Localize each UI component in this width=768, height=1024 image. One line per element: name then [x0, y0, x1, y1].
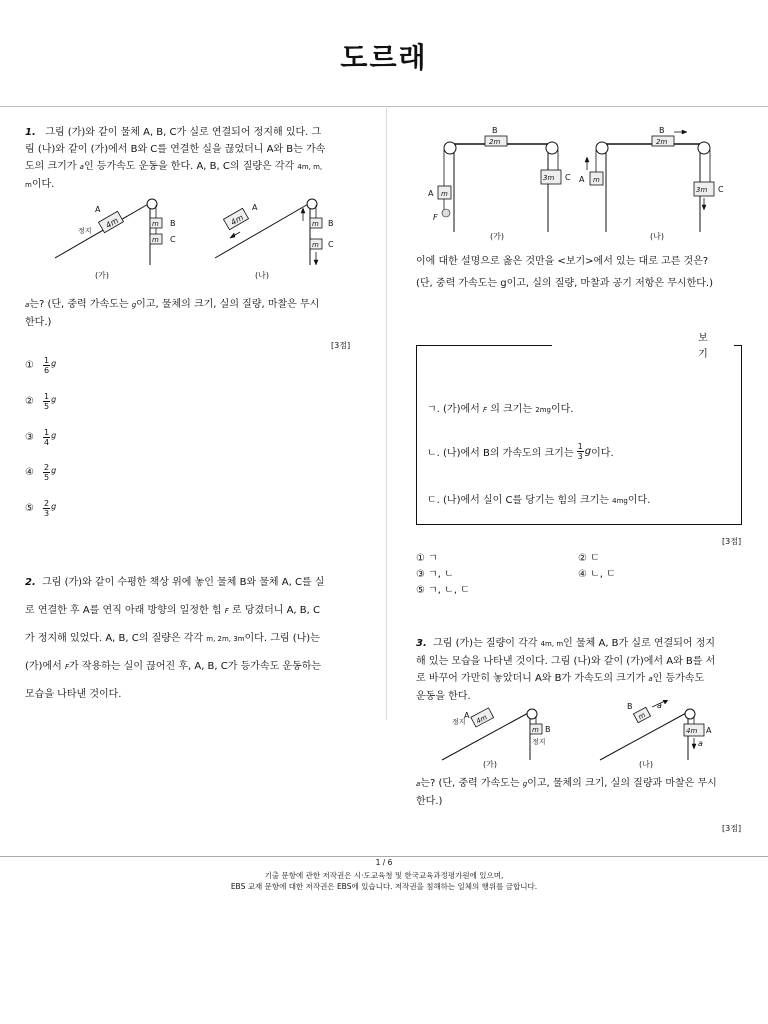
q3-na-label-A: A — [706, 726, 712, 735]
q2-fig-na-label: (나) — [650, 232, 664, 241]
q1-line2: 림 (나)와 같이 (가)에서 B와 C를 연결한 실을 끊었더니 A와 B는 가속 — [25, 144, 326, 155]
q2-ask2: (단, 중력 가속도는 g이고, 실의 질량, 마찰과 공기 저항은 무시한다.) — [416, 278, 713, 289]
q1-choice-5-frac — [43, 499, 50, 518]
q3-line1b: 인 물체 A, B가 실로 연결되어 정지 — [563, 638, 716, 649]
q3-line3a: 로 바꾸어 가만히 놓았더니 A와 B가 가속도의 크기가 — [416, 673, 646, 684]
q2-na-label-A: A — [579, 175, 585, 184]
q1-ask — [25, 296, 355, 331]
q2-stmt2-den: 3 — [577, 452, 583, 461]
q2-stmt2-frac — [577, 442, 584, 461]
q1-choice-1[interactable] — [25, 356, 56, 375]
q3-ask2: 이고, 물체의 크기, 실의 질량과 마찰은 무시 — [527, 778, 717, 789]
q1-choice-3-num: 1 — [44, 428, 50, 437]
q3-na-label-B: B — [627, 702, 633, 711]
q1-choice-1-mark: ① — [25, 360, 34, 371]
q2-line5: 모습을 나타낸 것이다. — [25, 689, 122, 700]
q1-ga-label-A: A — [95, 205, 101, 214]
q3-fig-ga-label: (가) — [483, 760, 497, 769]
q2-line4b: 가 작용하는 실이 끊어진 후, A, B, C가 등가속도 운동하는 — [69, 661, 322, 672]
column-divider — [386, 106, 387, 720]
q2-answer-5[interactable]: ⑤ ㄱ, ㄴ, ㄷ — [416, 585, 470, 596]
q2-line2F: F — [224, 607, 229, 615]
q1-ask2: 이고, 물체의 크기, 실의 질량, 마찰은 무시 — [136, 299, 320, 310]
q1-choice-5-unit: g — [51, 502, 57, 511]
q1-ga-mass-C: m — [152, 236, 159, 244]
q2-stmt1-pre: ㄱ. (가)에서 — [427, 404, 480, 415]
q2-ga-label-C: C — [565, 173, 571, 182]
footer-divider — [0, 856, 768, 857]
q1-ask-var: a — [25, 301, 30, 309]
q2-stmt2-num: 1 — [577, 442, 583, 451]
q2-points: [3점] — [722, 537, 742, 546]
q1-choice-1-num: 1 — [44, 356, 50, 365]
q2-stmt1-post: 의 크기는 — [490, 404, 533, 415]
q1-line4: 이다. — [31, 179, 55, 190]
q1-choice-4-mark: ④ — [25, 467, 34, 478]
q3-ask1: 는? (단, 중력 가속도는 — [420, 778, 520, 789]
q2-na-mass-A: m — [593, 176, 600, 184]
q1-choice-3[interactable] — [25, 428, 56, 447]
q2-ga-mass-C: 3m — [543, 174, 555, 182]
q2-figure — [420, 122, 730, 244]
q2-bogi-title: 보기 — [698, 333, 708, 360]
footer-copyright-1: 기출 문항에 관한 저작권은 시·도교육청 및 한국교육과정평가원에 있으며, — [264, 871, 504, 880]
q1-choice-2[interactable] — [25, 392, 56, 411]
q1-var-a: a — [79, 163, 84, 171]
q1-choice-1-frac — [43, 356, 50, 375]
q1-choice-4-frac — [43, 463, 50, 482]
q2-stmt1-var: F — [483, 406, 488, 414]
q1-choice-5-mark: ⑤ — [25, 503, 34, 514]
q1-na-label-C: C — [328, 240, 334, 249]
q2-line2a: 로 연결한 후 A를 연직 아래 방향의 일정한 힘 — [25, 605, 222, 616]
q3-ga-still-A: 정지 — [452, 718, 466, 726]
q3-text — [416, 635, 756, 705]
q1-fig-na-label: (나) — [255, 271, 269, 280]
q2-line3a: 가 정지해 있었다. A, B, C의 질량은 각각 — [25, 633, 204, 644]
q2-na-label-B: B — [659, 126, 665, 135]
q2-answer-1[interactable]: ① ㄱ — [416, 553, 438, 564]
q1-choice-2-den: 5 — [44, 402, 50, 411]
q2-fig-ga-label: (가) — [490, 232, 504, 241]
q3-ga-still-B: 정지 — [532, 738, 546, 746]
q1-na-label-A: A — [252, 203, 258, 212]
q3-ga-mass-A: 4m — [474, 713, 489, 726]
q1-text — [25, 124, 355, 194]
q3-na-accel-label: a — [657, 701, 662, 710]
q1-line3a: 도의 크기가 — [25, 161, 77, 172]
q2-stmt3-pre: ㄷ. (나)에서 실이 C를 당기는 힘의 크기는 — [427, 495, 609, 506]
q1-choice-4-num: 2 — [44, 463, 50, 472]
q2-stmt1-val: 2mg — [535, 406, 551, 414]
q2-answer-3[interactable]: ③ ㄱ, ㄴ — [416, 569, 454, 580]
q1-choice-2-mark: ② — [25, 396, 34, 407]
q1-na-mass-A: 4m — [229, 212, 245, 228]
q1-choice-5[interactable] — [25, 499, 56, 518]
q1-line3b: 인 등가속도 운동을 한다. A, B, C의 질량은 각각 — [83, 161, 295, 172]
q2-text — [25, 569, 355, 709]
q1-choice-3-frac — [43, 428, 50, 447]
q1-choice-2-unit: g — [51, 395, 57, 404]
q3-number: 3. — [416, 638, 427, 649]
q1-ga-label-still: 정지 — [78, 227, 92, 235]
q1-choice-4-unit: g — [51, 466, 57, 475]
q1-ask1: 는? (단, 중력 가속도는 — [29, 299, 129, 310]
q1-number: 1. — [25, 127, 36, 138]
q1-points: [3점] — [331, 341, 351, 350]
q1-choice-3-den: 4 — [44, 438, 50, 447]
q3-ask — [416, 775, 756, 810]
q2-number: 2. — [25, 577, 36, 588]
q1-choice-1-unit: g — [51, 359, 57, 368]
q2-stmt3-end: 이다. — [627, 495, 651, 506]
q2-ga-label-F: F — [433, 213, 438, 222]
q2-stmt3-val: 4mg — [612, 497, 628, 505]
q1-ga-label-C: C — [170, 235, 176, 244]
q3-ask-g: g — [522, 780, 528, 788]
q2-ga-mass-A: m — [441, 190, 448, 198]
q1-var-m: m — [25, 181, 32, 189]
q2-ask1: 이에 대한 설명으로 옳은 것만을 <보기>에서 있는 대로 고른 것은? — [416, 256, 709, 267]
q1-choice-5-den: 3 — [44, 509, 50, 518]
q1-ga-label-B: B — [170, 219, 176, 228]
q3-fig-na-label: (나) — [639, 760, 653, 769]
q1-masses: 4m, m, — [297, 163, 323, 171]
q3-ask-var: a — [416, 780, 421, 788]
q2-ask — [416, 251, 756, 295]
q1-ask3: 한다.) — [25, 317, 52, 328]
q1-ga-mass-B: m — [152, 220, 159, 228]
q3-ga-label-A: A — [464, 711, 470, 720]
q1-figure — [55, 190, 355, 285]
q2-stmt2-pre: ㄴ. (나)에서 B의 가속도의 크기는 — [427, 448, 574, 459]
q3-na-mass-A: 4m — [686, 727, 698, 735]
footer-copyright-2: EBS 교재 문항에 대한 저작권은 EBS에 있습니다. 저작권을 침해하는 일체의 행위를 금합니다. — [230, 882, 538, 891]
q1-na-mass-C: m — [312, 241, 319, 249]
q2-na-mass-B: 2m — [656, 138, 668, 146]
q3-ask3: 한다.) — [416, 796, 443, 807]
q1-fig-ga-label: (가) — [95, 271, 109, 280]
header-divider — [0, 106, 768, 107]
q2-answer-4[interactable]: ④ ㄴ, ㄷ — [578, 569, 616, 580]
q1-choice-3-mark: ③ — [25, 432, 34, 443]
q2-na-label-C: C — [718, 185, 724, 194]
q2-answer-2[interactable]: ② ㄷ — [578, 553, 600, 564]
q3-na-accel-label-2: a — [698, 739, 703, 748]
q3-points: [3점] — [722, 824, 742, 833]
q1-choice-2-frac — [43, 392, 50, 411]
q1-na-label-B: B — [328, 219, 334, 228]
q2-ga-mass-B: 2m — [489, 138, 501, 146]
q3-line2: 해 있는 모습을 나타낸 것이다. 그림 (나)와 같이 (가)에서 A와 B를 서 — [416, 656, 716, 667]
q2-line2b: 로 당겼더니 A, B, C — [231, 605, 320, 616]
q1-na-mass-B: m — [312, 220, 319, 228]
q2-stmt2-end: 이다. — [591, 448, 614, 459]
q1-choice-3-unit: g — [51, 431, 57, 440]
page-title: 도르래 — [340, 41, 428, 74]
q2-na-mass-C: 3m — [696, 186, 708, 194]
q2-ga-label-A: A — [428, 189, 434, 198]
q2-stmt1-end: 이다. — [550, 404, 574, 415]
q3-line3b: 인 등가속도 — [652, 673, 705, 684]
q2-ga-label-B: B — [492, 126, 498, 135]
q2-line3b: 이다. 그림 (나)는 — [244, 633, 320, 644]
q3-masses: 4m, m — [540, 640, 564, 648]
q1-ask-g: g — [131, 301, 137, 309]
q2-line4F: F — [64, 663, 70, 671]
q1-choice-1-den: 6 — [44, 366, 50, 375]
q1-line1: 그림 (가)와 같이 물체 A, B, C가 실로 연결되어 정지해 있다. 그 — [45, 127, 322, 138]
q2-line1: 그림 (가)와 같이 수평한 책상 위에 놓인 물체 B와 물체 A, C를 실 — [42, 577, 325, 588]
q3-line4: 운동을 한다. — [416, 691, 471, 702]
q1-choice-5-num: 2 — [44, 499, 50, 508]
q3-var-a: a — [648, 675, 653, 683]
q3-ga-label-B: B — [545, 725, 551, 734]
q2-stmt2-val: g — [584, 446, 592, 457]
q2-masses: m, 2m, 3m — [206, 635, 245, 643]
q1-choice-2-num: 1 — [44, 392, 50, 401]
q1-choice-4[interactable] — [25, 463, 56, 482]
footer-page-number: 1 / 6 — [375, 858, 393, 867]
q2-statement-2 — [427, 442, 614, 461]
q1-ga-label-4m: 4m — [104, 215, 120, 231]
q1-choice-4-den: 5 — [44, 473, 50, 482]
q2-bogi-box — [416, 333, 742, 525]
q3-na-mass-B: m — [637, 711, 647, 722]
q3-line1a: 그림 (가)는 질량이 각각 — [433, 638, 538, 649]
q2-statement-1 — [427, 400, 573, 415]
q2-line4a: (가)에서 — [25, 661, 62, 672]
q2-statement-3 — [427, 491, 650, 506]
q3-ga-mass-B: m — [532, 726, 539, 734]
